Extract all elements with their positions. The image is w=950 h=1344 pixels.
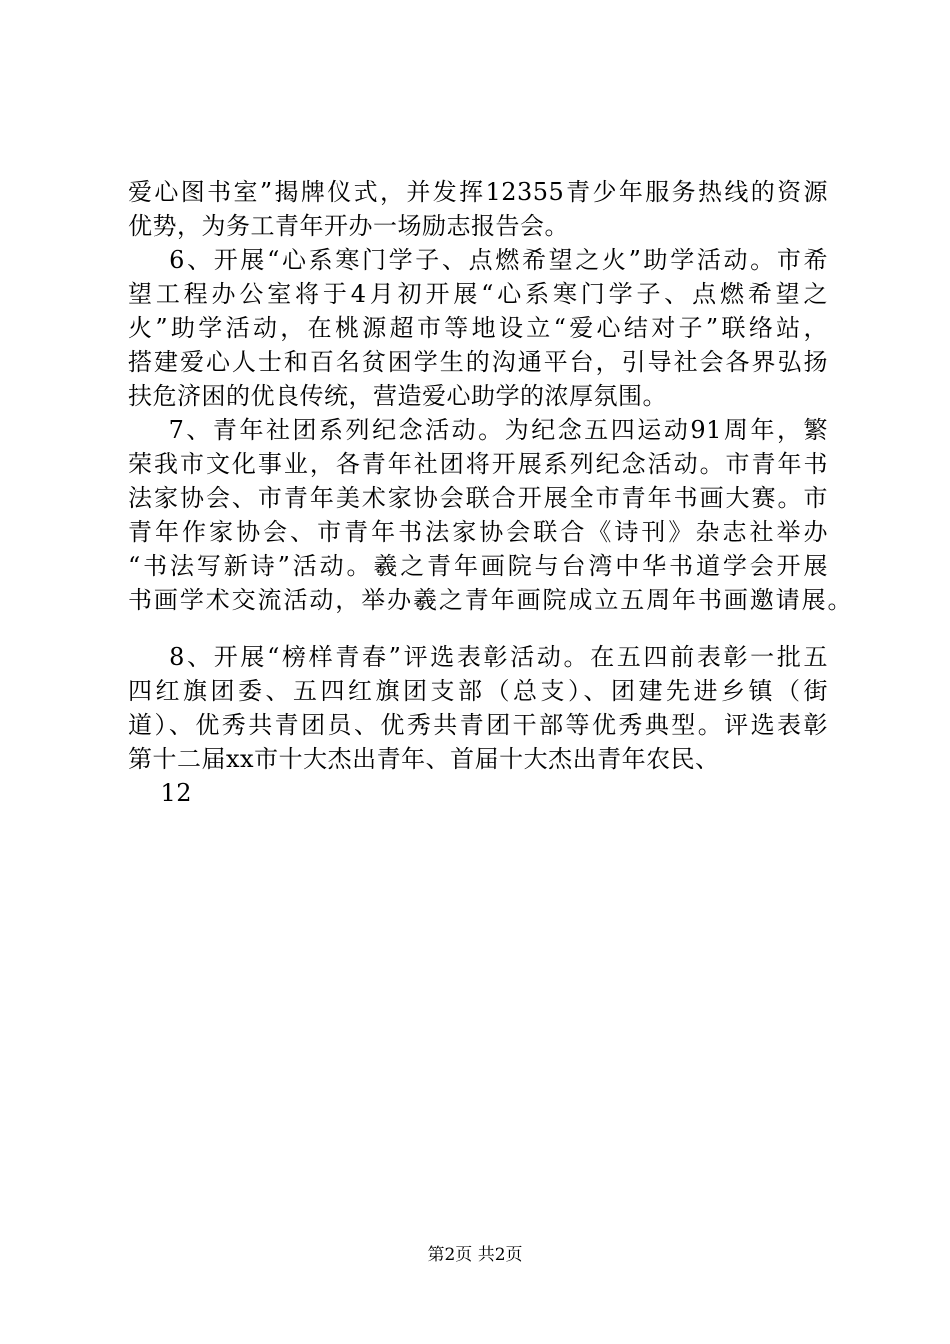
- text-line: 青年作家协会、市青年书法家协会联合《诗刊》杂志社举办: [128, 518, 828, 546]
- text-line: 扶危济困的优良传统，营造爱心助学的浓厚氛围。: [128, 382, 667, 410]
- text-line: 四红旗团委、五四红旗团支部（总支）、团建先进乡镇（街: [128, 677, 828, 705]
- text-line: 第十二届xx市十大杰出青年、首届十大杰出青年农民、: [128, 745, 720, 773]
- text-line: 荣我市文化事业，各青年社团将开展系列纪念活动。市青年书: [128, 450, 828, 478]
- text-line: 道）、优秀共青团员、优秀共青团干部等优秀典型。评选表彰: [128, 711, 828, 739]
- text-line: 7、青年社团系列纪念活动。为纪念五四运动91周年，繁: [128, 416, 828, 444]
- text-line: 12: [128, 779, 193, 807]
- text-line: 书画学术交流活动，举办羲之青年画院成立五周年书画邀请展。: [128, 586, 852, 614]
- page-number-footer: 第2页 共2页: [427, 1245, 523, 1265]
- text-line: 搭建爱心人士和百名贫困学生的沟通平台，引导社会各界弘扬: [128, 348, 828, 376]
- text-line: 法家协会、市青年美术家协会联合开展全市青年书画大赛。市: [128, 484, 828, 512]
- text-line: 爱心图书室”揭牌仪式，并发挥12355青少年服务热线的资源: [128, 178, 828, 206]
- text-line: 8、开展“榜样青春”评选表彰活动。在五四前表彰一批五: [128, 643, 828, 671]
- text-line: 优势，为务工青年开办一场励志报告会。: [128, 212, 569, 240]
- text-line: 火”助学活动，在桃源超市等地设立“爱心结对子”联络站，: [128, 314, 828, 342]
- text-line: “书法写新诗”活动。羲之青年画院与台湾中华书道学会开展: [128, 552, 828, 580]
- text-line: 望工程办公室将于4月初开展“心系寒门学子、点燃希望之: [128, 280, 828, 308]
- text-line: 6、开展“心系寒门学子、点燃希望之火”助学活动。市希: [128, 246, 828, 274]
